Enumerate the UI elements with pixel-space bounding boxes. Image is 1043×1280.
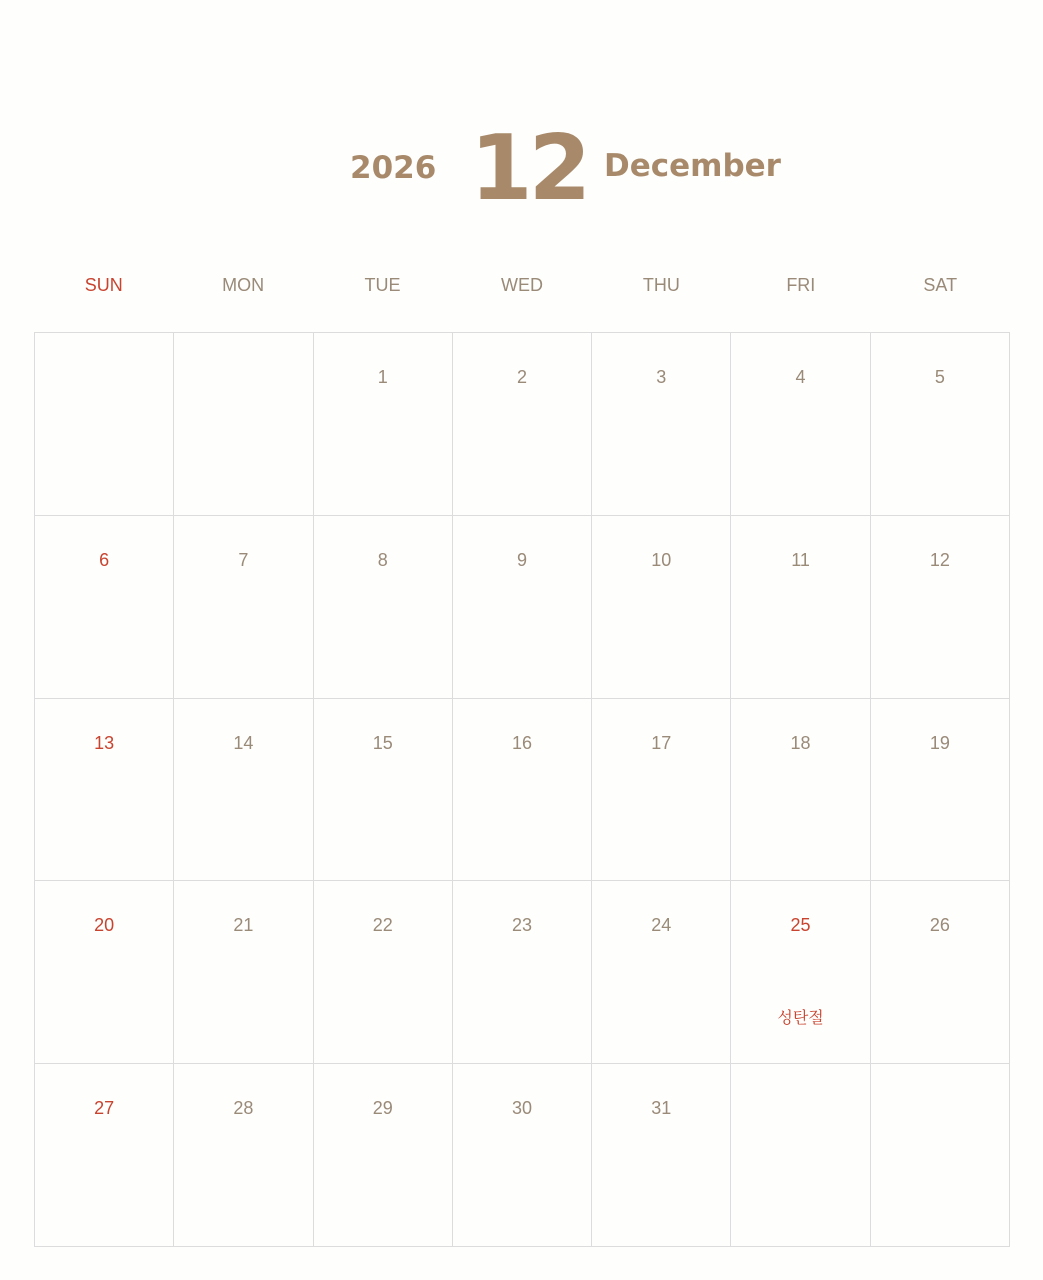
day-number: 9 (516, 549, 527, 570)
day-cell[interactable] (453, 516, 592, 699)
day-number: 29 (372, 1098, 393, 1119)
day-cell[interactable] (592, 1064, 731, 1247)
day-number: 5 (934, 367, 945, 387)
weekday-sat: SAT (923, 275, 958, 295)
weekday-header-row (34, 270, 1010, 300)
day-number: 6 (99, 549, 110, 570)
month-number: 12 (470, 116, 588, 221)
day-cell[interactable] (731, 881, 870, 1064)
weekday-sun: SUN (84, 275, 123, 295)
day-number: 30 (511, 1098, 532, 1119)
day-cell[interactable] (453, 1064, 592, 1247)
holiday-label: 성탄절 (777, 1008, 824, 1028)
day-cell[interactable] (731, 516, 870, 699)
day-number: 2 (516, 367, 527, 387)
day-cell[interactable] (592, 516, 731, 699)
day-number: 18 (790, 732, 811, 753)
day-number: 12 (929, 549, 950, 570)
weekday-wed: WED (500, 275, 543, 295)
day-cell[interactable] (35, 333, 174, 516)
day-number: 7 (238, 549, 249, 570)
day-cell[interactable] (314, 881, 453, 1064)
day-cell[interactable] (35, 1064, 174, 1247)
day-cell[interactable] (731, 1064, 870, 1247)
day-cell[interactable] (871, 1064, 1010, 1247)
day-number: 3 (656, 367, 667, 387)
day-number: 25 (790, 915, 811, 936)
day-cell[interactable] (314, 333, 453, 516)
weekday-fri: FRI (786, 275, 816, 295)
day-cell[interactable] (35, 699, 174, 882)
year-label: 2026 (350, 150, 437, 186)
day-number: 16 (511, 732, 532, 753)
day-number: 23 (511, 915, 532, 936)
day-cell[interactable] (871, 699, 1010, 882)
day-cell[interactable] (731, 699, 870, 882)
day-cell[interactable] (453, 699, 592, 882)
day-number: 15 (372, 732, 393, 753)
day-number: 20 (94, 915, 115, 936)
day-number: 17 (651, 732, 672, 753)
day-number: 13 (94, 732, 115, 753)
day-number: 14 (233, 732, 254, 753)
day-cell[interactable] (871, 333, 1010, 516)
calendar-header (0, 0, 1043, 240)
day-cell[interactable] (592, 881, 731, 1064)
day-cell[interactable] (35, 516, 174, 699)
day-number: 8 (377, 549, 388, 570)
day-number: 1 (377, 367, 388, 387)
day-cell[interactable] (592, 333, 731, 516)
day-number: 28 (233, 1098, 254, 1119)
day-cell[interactable] (453, 881, 592, 1064)
weekday-mon: MON (222, 275, 265, 295)
day-cell[interactable] (314, 1064, 453, 1247)
day-number: 24 (651, 915, 672, 936)
day-number: 31 (651, 1098, 672, 1119)
day-cell[interactable] (453, 333, 592, 516)
day-number: 4 (795, 367, 806, 387)
day-cell[interactable] (174, 881, 313, 1064)
day-cell[interactable] (314, 516, 453, 699)
day-cell[interactable] (871, 516, 1010, 699)
weekday-tue: TUE (364, 275, 401, 295)
day-cell[interactable] (174, 333, 313, 516)
day-cell[interactable] (174, 1064, 313, 1247)
day-cell[interactable] (871, 881, 1010, 1064)
day-cell[interactable] (174, 516, 313, 699)
day-number: 27 (94, 1098, 115, 1119)
calendar-grid (34, 332, 1010, 1247)
month-name: December (604, 148, 781, 184)
day-cell[interactable] (592, 699, 731, 882)
day-number: 22 (372, 915, 393, 936)
day-number: 10 (651, 549, 672, 570)
day-number: 21 (233, 915, 254, 936)
day-cell[interactable] (314, 699, 453, 882)
day-cell[interactable] (174, 699, 313, 882)
weekday-thu: THU (642, 275, 680, 295)
day-cell[interactable] (731, 333, 870, 516)
day-number: 11 (791, 549, 810, 570)
day-number: 26 (929, 915, 950, 936)
day-cell[interactable] (35, 881, 174, 1064)
day-number: 19 (929, 732, 950, 753)
